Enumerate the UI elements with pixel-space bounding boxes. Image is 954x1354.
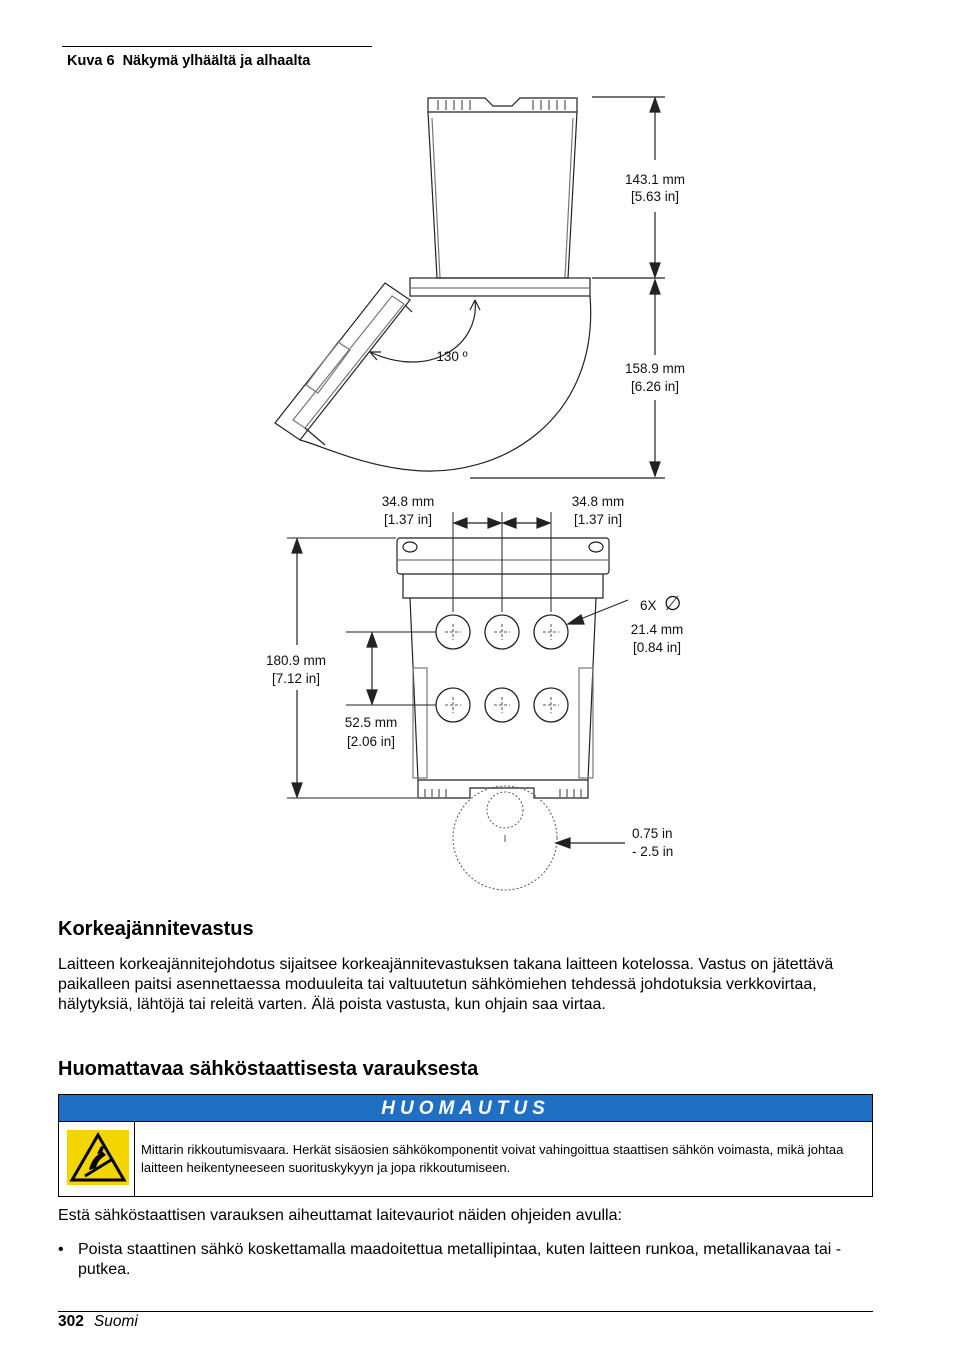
high-voltage-paragraph: Laitteen korkeajännitejohdotus sijaitsee korkeajännitevastuksen takana laitteen kotelossa. Vastus on jätettävä paikalleen paitsi asennettaessa moduuleita tai valtuutetun sähkömiehen tehdessä johdotuksia verkkovirtaa, hälytyksiä, lähtöjä tai releitä varten. Älä poista vastusta, kun ohjain saa virtaa. bbox=[58, 956, 834, 1013]
section-heading-esd: Huomattavaa sähköstaattisesta varauksesta bbox=[58, 1058, 479, 1080]
footer-language: Suomi bbox=[93, 1313, 138, 1330]
notice-title: HUOMAUTUS bbox=[59, 1095, 872, 1122]
dim-swing-mm: 158.9 mm bbox=[624, 361, 686, 376]
dim-angle: 130 º bbox=[436, 349, 468, 364]
dim-hole-count: 6X bbox=[640, 598, 657, 613]
figure-label: Kuva 6 bbox=[67, 53, 115, 69]
hole bbox=[485, 688, 519, 722]
hole bbox=[436, 688, 470, 722]
dim-row-in: [2.06 in] bbox=[346, 734, 396, 749]
hole bbox=[485, 615, 519, 649]
dim-row-mm: 52.5 mm bbox=[344, 715, 398, 730]
section-heading-high-voltage: Korkeajännitevastus bbox=[58, 918, 254, 940]
diameter-symbol: ∅ bbox=[664, 593, 682, 615]
dim-hole-mm: 21.4 mm bbox=[630, 622, 684, 637]
dim-depth-in: [7.12 in] bbox=[271, 671, 321, 686]
dim-pipe-max: - 2.5 in bbox=[632, 844, 674, 859]
hole bbox=[534, 615, 568, 649]
figure-title: Näkymä ylhäältä ja alhaalta bbox=[122, 53, 311, 69]
bottom-view-enclosure bbox=[397, 538, 609, 798]
dim-top-height-in: [5.63 in] bbox=[630, 189, 680, 204]
dim-swing-in: [6.26 in] bbox=[630, 379, 680, 394]
notice-text: Mittarin rikkoutumisvaara. Herkät sisäosien sähkökomponentit voivat vahingoittua staattisen sähkön voimasta, mikä johtaa laitteen heikentyneeseen suorituskykyyn ja jopa rikkoutumiseen. bbox=[141, 1142, 844, 1175]
notice-box bbox=[58, 1094, 873, 1197]
hole bbox=[534, 688, 568, 722]
footer-rule bbox=[58, 1311, 873, 1312]
hole bbox=[436, 615, 470, 649]
open-door bbox=[275, 283, 412, 445]
dim-depth-mm: 180.9 mm bbox=[265, 653, 327, 668]
dim-spacing-right-mm: 34.8 mm bbox=[571, 494, 625, 509]
dim-top-height-mm: 143.1 mm bbox=[624, 172, 686, 187]
bullet-dot: • bbox=[58, 1241, 64, 1258]
dim-spacing-right-in: [1.37 in] bbox=[573, 512, 623, 527]
esd-intro: Estä sähköstaattisen varauksen aiheuttamat laitevauriot näiden ohjeiden avulla: bbox=[58, 1207, 622, 1224]
conduit-holes bbox=[436, 615, 568, 722]
dim-spacing-left-mm: 34.8 mm bbox=[381, 494, 435, 509]
bullet-text: Poista staattinen sähkö koskettamalla maadoitettua metallipintaa, kuten laitteen runkoa, metallikanavaa tai -putkea. bbox=[78, 1241, 842, 1278]
page-number: 302 bbox=[58, 1313, 84, 1330]
dim-spacing-left-in: [1.37 in] bbox=[383, 512, 433, 527]
top-view-enclosure bbox=[410, 98, 590, 296]
page-footer bbox=[58, 1313, 138, 1331]
dim-pipe-min: 0.75 in bbox=[632, 826, 673, 841]
notice-icon-cell bbox=[59, 1122, 135, 1196]
esd-warning-icon bbox=[67, 1130, 129, 1185]
dim-hole-in: [0.84 in] bbox=[632, 640, 682, 655]
